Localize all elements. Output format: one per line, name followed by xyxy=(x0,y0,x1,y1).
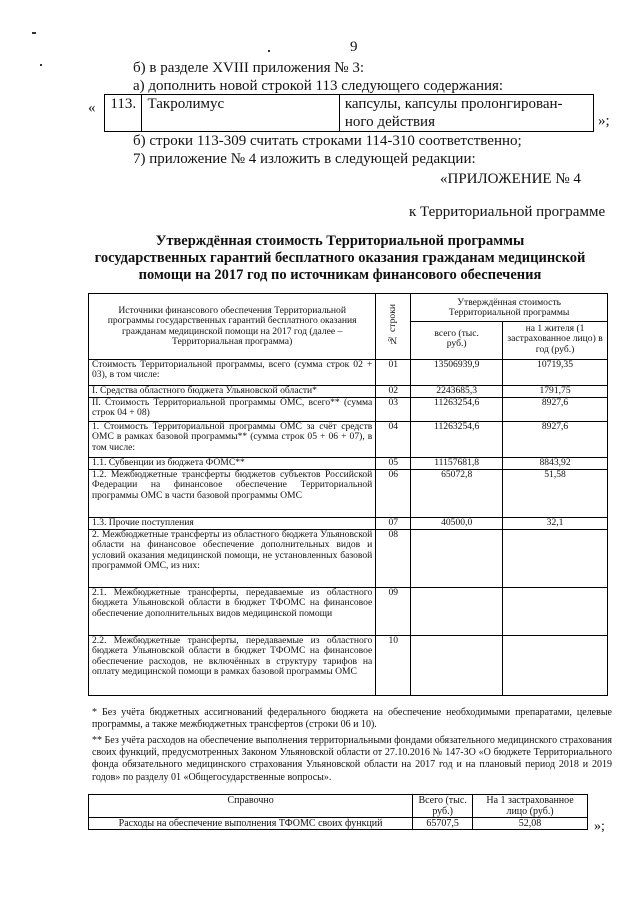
cell-per-capita: 10719,35 xyxy=(503,360,608,386)
cell-row-number: 03 xyxy=(376,398,411,422)
cell-source: Стоимость Территориальной программы, всего (сумма строк 02 + 03), в том числе: xyxy=(89,360,376,386)
table-row xyxy=(89,422,608,458)
table-header-row xyxy=(89,795,588,818)
cell-per-capita: 8927,6 xyxy=(503,422,608,458)
cell-per-capita: 51,58 xyxy=(503,470,608,518)
amendment-a-line: а) дополнить новой строкой 113 следующего содержания: xyxy=(133,78,504,94)
cell-per-capita: 8843,92 xyxy=(503,458,608,470)
cell-row-number: 10 xyxy=(376,636,411,696)
page-title xyxy=(60,233,620,284)
cell-total xyxy=(411,530,503,588)
cell-per-capita xyxy=(503,636,608,696)
scan-mark xyxy=(268,50,270,52)
cell-total: 11263254,6 xyxy=(411,398,503,422)
cell-total: 2243685,3 xyxy=(411,386,503,398)
table-row xyxy=(89,588,608,636)
table-row xyxy=(89,530,608,588)
header-total: всего (тыс. руб.) xyxy=(411,321,503,359)
amendment-seven-line: 7) приложение № 4 изложить в следующей редакции: xyxy=(133,151,476,167)
amendment-b2-line: б) строки 113-309 считать строками 114-310 соответственно; xyxy=(133,133,522,149)
table-row xyxy=(89,636,608,696)
cell-row-number: 01 xyxy=(376,360,411,386)
cell-total: 65072,8 xyxy=(411,470,503,518)
cell-total xyxy=(411,588,503,636)
cost-table xyxy=(88,293,608,696)
reference-header-label: Справочно xyxy=(89,795,413,818)
table-row xyxy=(89,398,608,422)
table-row xyxy=(89,386,608,398)
page-number: 9 xyxy=(350,39,358,55)
row-113-name: Такролимус xyxy=(142,95,339,132)
cell-row-number: 08 xyxy=(376,530,411,588)
table-row xyxy=(89,458,608,470)
cell-source: 2.2. Межбюджетные трансферты, передаваемые из областного бюджета Ульяновской области в бюджет ТФОМС на финансовое обеспечение расходов, не включённых в структуру тарифов на оплату медицинской помощи в рамках базовой программы ОМС xyxy=(89,636,376,696)
cell-row-number: 04 xyxy=(376,422,411,458)
title-line-1: Утверждённая стоимость Территориальной программы xyxy=(155,233,525,249)
cell-per-capita xyxy=(503,588,608,636)
table-row xyxy=(89,818,588,830)
row-113-form xyxy=(339,95,593,132)
appendix-to: к Территориальной программе xyxy=(409,204,606,220)
title-line-2: государственных гарантий бесплатного оказания гражданам медицинской xyxy=(94,250,586,266)
header-row-number-text: № строки xyxy=(387,304,399,346)
header-row-number xyxy=(376,294,411,360)
cell-per-capita xyxy=(503,530,608,588)
cell-source: 2. Межбюджетные трансферты из областного бюджета Ульяновской области на финансовое обеспечение дополнительных видов и условий оказания медицинской помощи, не установленных базовой программой ОМС, из них: xyxy=(89,530,376,588)
close-quote: »; xyxy=(598,113,610,129)
reference-header-total: Всего (тыс. руб.) xyxy=(413,795,473,818)
cell-per-capita: 8927,6 xyxy=(503,398,608,422)
row-113-form-text: капсулы, капсулы пролонгирован-ного действия xyxy=(344,96,563,130)
cell-row-number: 05 xyxy=(376,458,411,470)
cell-source: 1.2. Межбюджетные трансферты бюджетов субъектов Российской Федерации на финансовое обеспечение Территориальной программы ОМС в части базовой программы ОМС xyxy=(89,470,376,518)
title-line-3: помощи на 2017 год по источникам финансового обеспечения xyxy=(138,267,542,283)
open-quote: « xyxy=(88,100,96,116)
amendment-b-line: б) в разделе XVIII приложения № 3: xyxy=(133,60,365,76)
reference-header-per: На 1 застрахованное лицо (руб.) xyxy=(473,795,588,818)
cell-row-number: 06 xyxy=(376,470,411,518)
cell-source: 1.1. Субвенции из бюджета ФОМС** xyxy=(89,458,376,470)
cell-per-capita: 32,1 xyxy=(503,518,608,530)
cell-total: 11263254,6 xyxy=(411,422,503,458)
table-row xyxy=(105,95,594,132)
cell-row-number: 09 xyxy=(376,588,411,636)
cell-source: I. Средства областного бюджета Ульяновской области* xyxy=(89,386,376,398)
table-header-row xyxy=(89,294,608,322)
footnote-2: ** Без учёта расходов на обеспечение выполнения территориальными фондами обязательного медицинского страхования своих функций, предусмотренных Законом Ульяновской области от 27.10.2016 № 147-ЗО «О бюджете Территориального фонда обязательного медицинского страхования Ульяновской области на 2017 год и на плановый период 2018 и 2019 годов» по разделу 01 «Общегосударственные вопросы». xyxy=(92,735,612,783)
reference-table xyxy=(88,794,588,830)
cell-total: 40500,0 xyxy=(411,518,503,530)
reference-row-per: 52,08 xyxy=(473,818,588,830)
reference-row-label: Расходы на обеспечение выполнения ТФОМС своих функций xyxy=(89,818,413,830)
cell-row-number: 02 xyxy=(376,386,411,398)
scan-mark xyxy=(40,64,42,66)
header-approved: Утверждённая стоимость Территориальной программы xyxy=(411,294,608,322)
cell-per-capita: 1791,75 xyxy=(503,386,608,398)
scan-mark xyxy=(32,32,36,34)
appendix-label: «ПРИЛОЖЕНИЕ № 4 xyxy=(440,171,581,187)
cell-total: 13506939,9 xyxy=(411,360,503,386)
header-source: Источники финансового обеспечения Территориальной программы государственных гарантий бесплатного оказания гражданам медицинской помощи на 2017 год (далее – Территориальная программа) xyxy=(89,294,376,360)
row-113-table xyxy=(104,94,594,132)
table-row xyxy=(89,360,608,386)
cell-total: 11157681,8 xyxy=(411,458,503,470)
header-per-capita: на 1 жителя (1 застрахованное лицо) в год (руб.) xyxy=(503,321,608,359)
reference-close-mark: »; xyxy=(594,819,605,834)
cell-row-number: 07 xyxy=(376,518,411,530)
cell-source: 1.3. Прочие поступления xyxy=(89,518,376,530)
table-row xyxy=(89,518,608,530)
cell-source: 2.1. Межбюджетные трансферты, передаваемые из областного бюджета Ульяновской области в бюджет ТФОМС на финансовое обеспечение дополнительных видов медицинской помощи xyxy=(89,588,376,636)
footnote-1: * Без учёта бюджетных ассигнований федерального бюджета на обеспечение необходимыми препаратами, целевые программы, а также межбюджетных трансфертов (строки 06 и 10). xyxy=(92,707,612,731)
cell-source: II. Стоимость Территориальной программы ОМС, всего** (сумма строк 04 + 08) xyxy=(89,398,376,422)
cell-source: 1. Стоимость Территориальной программы ОМС за счёт средств ОМС в рамках базовой программы** (сумма строк 05 + 06 + 07), в том числе: xyxy=(89,422,376,458)
reference-row-total: 65707,5 xyxy=(413,818,473,830)
table-row xyxy=(89,470,608,518)
row-113-number: 113. xyxy=(105,95,142,132)
cell-total xyxy=(411,636,503,696)
